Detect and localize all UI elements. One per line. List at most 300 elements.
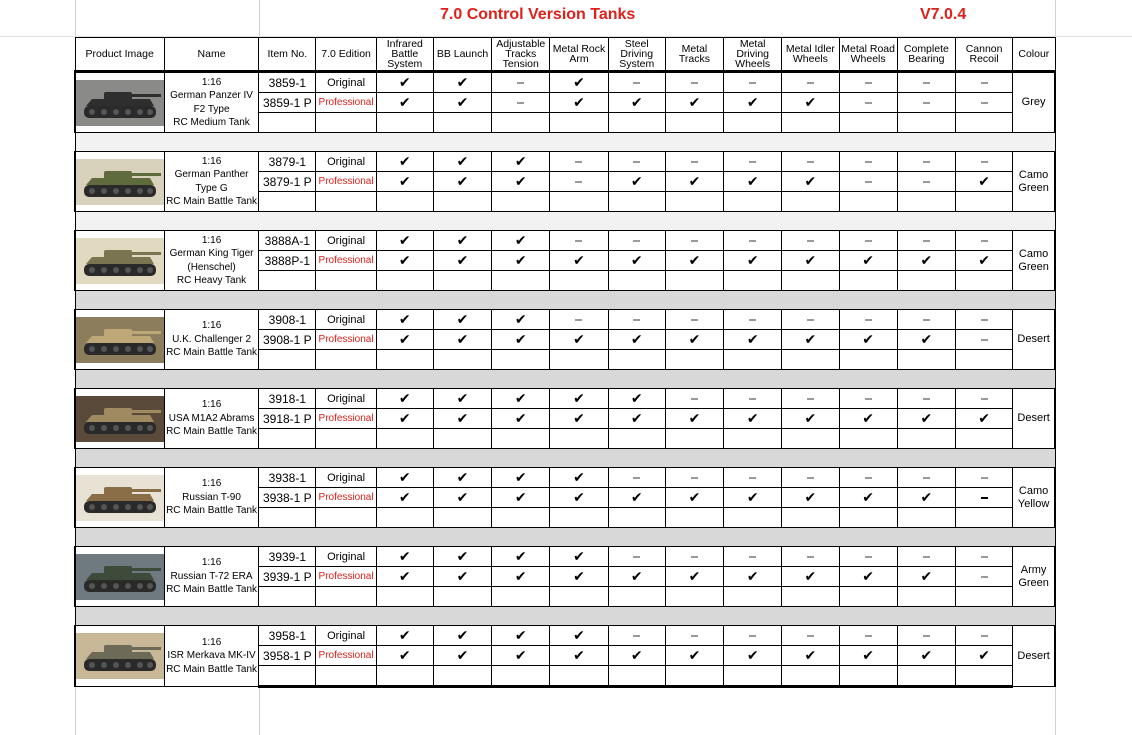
feature-cell — [608, 547, 665, 567]
feature-cell — [839, 310, 897, 330]
empty-cell — [955, 429, 1012, 449]
empty-cell — [259, 271, 316, 291]
feature-cell — [608, 468, 665, 488]
empty-cell — [955, 113, 1012, 133]
product-name-line: German Panzer IV — [170, 90, 253, 101]
empty-cell — [316, 271, 376, 291]
empty-cell — [433, 192, 491, 212]
empty-cell — [608, 192, 665, 212]
item-number: 3918-1 P — [259, 409, 316, 429]
product-image — [75, 547, 164, 607]
feature-cell — [608, 231, 665, 251]
dash-icon — [807, 240, 814, 242]
check-icon: ✔ — [514, 647, 527, 663]
feature-cell — [433, 93, 491, 113]
feature-cell — [782, 172, 839, 192]
check-icon: ✔ — [630, 252, 643, 268]
check-icon: ✔ — [573, 74, 585, 90]
feature-cell — [376, 409, 433, 429]
check-icon: ✔ — [920, 489, 933, 505]
empty-cell — [376, 271, 433, 291]
feature-cell — [955, 310, 1012, 330]
check-icon: ✔ — [746, 489, 759, 505]
feature-cell — [665, 310, 723, 330]
dash-icon — [633, 556, 640, 558]
empty-cell — [550, 350, 608, 370]
check-icon: ✔ — [514, 469, 527, 485]
feature-cell — [665, 646, 723, 666]
dash-icon — [633, 319, 640, 321]
empty-cell — [724, 587, 782, 607]
dash-icon — [749, 161, 756, 163]
empty-cell — [839, 508, 897, 528]
check-icon: ✔ — [456, 232, 469, 248]
empty-cell — [550, 429, 608, 449]
item-number: 3908-1 — [259, 310, 316, 330]
dash-icon — [691, 398, 698, 400]
empty-cell — [316, 666, 376, 687]
empty-cell — [608, 113, 665, 133]
check-icon: ✔ — [920, 331, 933, 347]
empty-cell — [665, 271, 723, 291]
feature-cell — [724, 330, 782, 350]
empty-cell — [316, 113, 376, 133]
feature-cell — [665, 567, 723, 587]
check-icon: ✔ — [398, 390, 411, 406]
product-name-line: RC Main Battle Tank — [166, 663, 258, 675]
separator-cell — [75, 607, 1055, 626]
check-icon: ✔ — [573, 548, 585, 564]
check-icon: ✔ — [630, 647, 643, 663]
empty-cell — [782, 508, 839, 528]
edition-label: Original — [316, 152, 376, 172]
feature-cell — [550, 172, 608, 192]
check-icon: ✔ — [398, 173, 411, 189]
empty-cell — [376, 192, 433, 212]
check-icon: ✔ — [456, 74, 469, 90]
product-name — [164, 310, 258, 370]
empty-cell — [782, 350, 839, 370]
item-number: 3879-1 P — [259, 172, 316, 192]
feature-cell — [955, 626, 1012, 646]
feature-cell — [665, 488, 723, 508]
feature-cell — [492, 547, 550, 567]
dash-icon — [517, 82, 524, 84]
feature-cell — [782, 330, 839, 350]
check-icon: ✔ — [398, 94, 411, 110]
feature-cell — [376, 488, 433, 508]
product-image — [75, 389, 164, 449]
feature-cell — [955, 646, 1012, 666]
empty-cell — [259, 350, 316, 370]
feature-cell — [492, 626, 550, 646]
feature-cell — [897, 72, 955, 93]
feature-cell — [955, 409, 1012, 429]
edition-label: Original — [316, 626, 376, 646]
empty-cell — [608, 429, 665, 449]
empty-cell — [839, 429, 897, 449]
product-name — [164, 626, 258, 687]
empty-cell — [608, 587, 665, 607]
feature-cell — [782, 389, 839, 409]
dash-icon — [923, 319, 930, 321]
dash-icon — [981, 635, 988, 637]
feature-cell — [724, 488, 782, 508]
feature-cell — [433, 468, 491, 488]
table-row — [75, 231, 1055, 251]
product-name — [164, 72, 258, 133]
empty-cell — [376, 587, 433, 607]
separator-row — [75, 607, 1055, 626]
empty-cell — [955, 666, 1012, 687]
check-icon: ✔ — [573, 410, 585, 426]
merkava-mk-iv-tank-photo — [76, 633, 164, 679]
feature-cell — [839, 626, 897, 646]
separator-cell — [75, 133, 1055, 152]
edition-label: Original — [316, 547, 376, 567]
feature-cell — [724, 251, 782, 271]
feature-cell — [897, 172, 955, 192]
check-icon: ✔ — [862, 489, 874, 505]
check-icon: ✔ — [804, 647, 817, 663]
check-icon: ✔ — [804, 410, 817, 426]
empty-cell — [376, 350, 433, 370]
empty-cell — [316, 429, 376, 449]
dash-icon — [923, 102, 930, 104]
check-icon: ✔ — [456, 173, 469, 189]
empty-cell — [782, 429, 839, 449]
empty-cell — [316, 192, 376, 212]
dash-icon — [749, 398, 756, 400]
product-image — [75, 231, 164, 291]
check-icon: ✔ — [746, 647, 759, 663]
dash-icon — [865, 82, 872, 84]
empty-cell — [955, 350, 1012, 370]
product-name-line: Type G — [195, 182, 228, 194]
check-icon: ✔ — [573, 252, 585, 268]
feature-cell — [724, 567, 782, 587]
item-number: 3938-1 P — [259, 488, 316, 508]
empty-cell — [316, 508, 376, 528]
empty-cell — [839, 113, 897, 133]
empty-cell — [665, 192, 723, 212]
feature-cell — [550, 468, 608, 488]
check-icon: ✔ — [688, 568, 701, 584]
check-icon: ✔ — [573, 627, 585, 643]
check-icon: ✔ — [573, 94, 585, 110]
dash-icon — [981, 477, 988, 479]
empty-cell — [897, 192, 955, 212]
feature-cell — [839, 93, 897, 113]
empty-cell — [665, 587, 723, 607]
dash-icon — [807, 319, 814, 321]
edition-label: Original — [316, 389, 376, 409]
feature-cell — [492, 251, 550, 271]
empty-cell — [433, 587, 491, 607]
feature-cell — [839, 389, 897, 409]
check-icon: ✔ — [746, 173, 759, 189]
product-name-line: German Panther — [174, 169, 249, 180]
dash-icon — [749, 319, 756, 321]
check-icon: ✔ — [456, 410, 469, 426]
feature-cell — [665, 409, 723, 429]
feature-cell — [550, 547, 608, 567]
feature-cell — [550, 409, 608, 429]
edition-label: Original — [316, 468, 376, 488]
feature-cell — [608, 488, 665, 508]
item-number: 3879-1 — [259, 152, 316, 172]
empty-cell — [550, 113, 608, 133]
empty-cell — [259, 192, 316, 212]
colour-cell: Desert — [1013, 310, 1055, 370]
product-name-line: 1:16 — [201, 399, 222, 411]
check-icon: ✔ — [456, 647, 469, 663]
feature-cell — [492, 72, 550, 93]
product-name-line: German King Tiger — [169, 248, 254, 259]
dash-icon — [691, 161, 698, 163]
column-header: Metal Road Wheels — [839, 38, 897, 72]
colour-cell: Camo Yellow — [1013, 468, 1055, 528]
dash-icon — [865, 319, 872, 321]
item-number: 3859-1 — [259, 72, 316, 93]
feature-cell — [550, 93, 608, 113]
item-number: 3888P-1 — [259, 251, 316, 271]
product-name-line: 1:16 — [201, 478, 222, 490]
separator-row — [75, 370, 1055, 389]
feature-cell — [376, 468, 433, 488]
feature-cell — [782, 409, 839, 429]
empty-cell — [492, 587, 550, 607]
empty-cell — [550, 508, 608, 528]
feature-cell — [608, 310, 665, 330]
dash-icon — [575, 319, 582, 321]
product-name-line: 1:16 — [201, 320, 222, 332]
dash-icon — [633, 635, 640, 637]
feature-cell — [839, 547, 897, 567]
product-image — [75, 310, 164, 370]
check-icon: ✔ — [456, 627, 469, 643]
dash-icon — [749, 240, 756, 242]
edition-label: Professional — [316, 646, 376, 666]
empty-cell — [433, 666, 491, 687]
feature-cell — [492, 567, 550, 587]
check-icon: ✔ — [804, 94, 817, 110]
dash-icon — [575, 240, 582, 242]
feature-cell — [839, 152, 897, 172]
check-icon: ✔ — [688, 252, 701, 268]
product-name-line: RC Heavy Tank — [176, 275, 247, 286]
dash-icon — [517, 102, 524, 104]
feature-cell — [492, 172, 550, 192]
feature-cell — [782, 626, 839, 646]
empty-cell — [376, 508, 433, 528]
feature-cell — [782, 310, 839, 330]
feature-cell — [724, 547, 782, 567]
feature-cell — [376, 72, 433, 93]
empty-cell — [492, 666, 550, 687]
check-icon: ✔ — [514, 390, 527, 406]
dash-icon — [923, 240, 930, 242]
product-name-line: 1:16 — [201, 636, 222, 648]
feature-cell — [550, 626, 608, 646]
empty-cell — [839, 666, 897, 687]
item-number: 3888A-1 — [259, 231, 316, 251]
dash-icon — [691, 82, 698, 84]
feature-cell — [782, 152, 839, 172]
column-header: Product Image — [75, 38, 164, 72]
dash-icon — [807, 556, 814, 558]
sheet-title: 7.0 Control Version Tanks — [440, 6, 636, 23]
check-icon: ✔ — [630, 489, 643, 505]
colour-cell: Camo Green — [1013, 231, 1055, 291]
product-name-line: RC Main Battle Tank — [166, 347, 258, 359]
feature-cell — [608, 330, 665, 350]
feature-cell — [665, 72, 723, 93]
check-icon: ✔ — [456, 94, 469, 110]
dash-icon — [865, 556, 872, 558]
separator-row — [75, 449, 1055, 468]
empty-cell — [492, 508, 550, 528]
t-72-era-tank-photo — [76, 554, 164, 600]
product-name-line: RC Main Battle Tank — [166, 196, 258, 207]
separator-cell — [75, 449, 1055, 468]
feature-cell — [665, 93, 723, 113]
feature-cell — [550, 646, 608, 666]
empty-cell — [492, 192, 550, 212]
product-image — [75, 152, 164, 212]
feature-cell — [955, 231, 1012, 251]
feature-cell — [608, 567, 665, 587]
empty-cell — [782, 113, 839, 133]
check-icon: ✔ — [514, 627, 527, 643]
empty-cell — [492, 429, 550, 449]
panther-tank-photo — [76, 159, 164, 205]
edition-label: Professional — [316, 330, 376, 350]
check-icon: ✔ — [514, 252, 527, 268]
empty-cell — [897, 350, 955, 370]
feature-cell — [492, 468, 550, 488]
product-name-line: Russian T-90 — [182, 491, 241, 503]
feature-cell — [839, 231, 897, 251]
table-row — [75, 626, 1055, 646]
feature-cell — [955, 330, 1012, 350]
edition-label: Professional — [316, 251, 376, 271]
feature-cell — [665, 251, 723, 271]
empty-cell — [839, 271, 897, 291]
feature-cell — [433, 72, 491, 93]
check-icon: ✔ — [746, 94, 759, 110]
feature-cell — [433, 626, 491, 646]
product-name-line: RC Main Battle Tank — [166, 426, 258, 438]
feature-cell — [376, 646, 433, 666]
dash-icon — [633, 82, 640, 84]
feature-cell — [897, 152, 955, 172]
feature-cell — [665, 547, 723, 567]
feature-cell — [955, 389, 1012, 409]
dash-icon — [981, 82, 988, 84]
column-header: BB Launch — [433, 38, 491, 72]
feature-cell — [897, 409, 955, 429]
check-icon: ✔ — [398, 627, 411, 643]
check-icon: ✔ — [688, 173, 701, 189]
empty-cell — [259, 113, 316, 133]
feature-cell — [955, 172, 1012, 192]
m1a2-abrams-tank-photo — [76, 396, 164, 442]
item-number: 3859-1 P — [259, 93, 316, 113]
separator-cell — [75, 528, 1055, 547]
empty-cell — [550, 271, 608, 291]
empty-cell — [782, 666, 839, 687]
feature-cell — [608, 93, 665, 113]
table-row — [75, 547, 1055, 567]
product-name-line: RC Main Battle Tank — [166, 584, 258, 596]
empty-cell — [550, 666, 608, 687]
check-icon: ✔ — [398, 410, 411, 426]
dash-icon — [981, 240, 988, 242]
check-icon: ✔ — [398, 153, 411, 169]
empty-cell — [608, 271, 665, 291]
item-number: 3939-1 P — [259, 567, 316, 587]
dash-icon — [981, 497, 988, 499]
feature-cell — [955, 152, 1012, 172]
feature-cell — [550, 251, 608, 271]
check-icon: ✔ — [398, 74, 411, 90]
dash-icon — [691, 556, 698, 558]
dash-icon — [691, 240, 698, 242]
empty-cell — [897, 508, 955, 528]
check-icon: ✔ — [514, 568, 527, 584]
check-icon: ✔ — [862, 331, 874, 347]
feature-cell — [665, 152, 723, 172]
empty-cell — [259, 587, 316, 607]
product-name — [164, 231, 258, 291]
feature-cell — [839, 646, 897, 666]
king-tiger-tank-photo — [76, 238, 164, 284]
check-icon: ✔ — [514, 410, 527, 426]
separator-cell — [75, 291, 1055, 310]
feature-cell — [608, 409, 665, 429]
separator-cell — [75, 212, 1055, 231]
empty-cell — [839, 350, 897, 370]
dash-icon — [749, 556, 756, 558]
colour-cell: Army Green — [1013, 547, 1055, 607]
edition-label: Professional — [316, 93, 376, 113]
empty-cell — [259, 429, 316, 449]
feature-cell — [897, 626, 955, 646]
check-icon: ✔ — [688, 647, 701, 663]
feature-cell — [376, 626, 433, 646]
product-name-line: RC Main Battle Tank — [166, 505, 258, 517]
empty-cell — [492, 113, 550, 133]
feature-cell — [897, 547, 955, 567]
dash-icon — [633, 477, 640, 479]
feature-cell — [724, 626, 782, 646]
dash-icon — [691, 477, 698, 479]
check-icon: ✔ — [573, 489, 585, 505]
colour-cell: Desert — [1013, 389, 1055, 449]
product-name-line: 1:16 — [201, 234, 222, 246]
product-image — [75, 72, 164, 133]
feature-cell — [839, 172, 897, 192]
column-header: Steel Driving System — [608, 38, 665, 72]
edition-label: Original — [316, 310, 376, 330]
item-number: 3918-1 — [259, 389, 316, 409]
feature-cell — [492, 93, 550, 113]
feature-cell — [839, 468, 897, 488]
feature-cell — [665, 172, 723, 192]
feature-cell — [550, 389, 608, 409]
feature-cell — [665, 468, 723, 488]
